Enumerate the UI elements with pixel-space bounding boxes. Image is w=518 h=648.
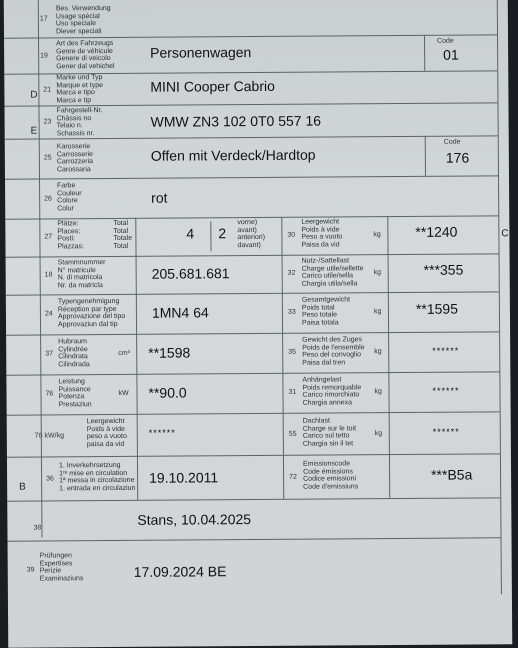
field-25-row (5, 135, 498, 179)
unit-kg: kg (374, 430, 383, 438)
make-model-value: MINI Cooper Cabrio (150, 77, 275, 95)
field-number: 39 (26, 566, 35, 574)
divider (135, 218, 136, 256)
divider (387, 216, 388, 254)
field-55-labels: Dachlast Charge sur le toit Carico sul tetto Chargia sin il tet (302, 417, 357, 448)
emission-code-value: ***B5a (431, 466, 473, 483)
field-number: 31 (288, 388, 297, 396)
field-number: 37 (45, 350, 54, 358)
divider (136, 294, 137, 334)
code-label: Code (443, 138, 461, 146)
field-number: 78 kW/kg (34, 432, 65, 440)
field-19-labels: Art des Fahrzeugs Genre de véhicule Genere di veicolo Gener dal vehichel (56, 40, 115, 71)
field-76-31-row (6, 371, 499, 415)
field-33-labels: Gesamtgewicht Poids total Peso totale Paisa totala (301, 296, 351, 327)
field-number: 26 (44, 195, 52, 203)
code-label: Code (437, 37, 454, 45)
field-24-33-row (6, 291, 499, 335)
field-37-labels: Hubraum Cylindrée Cilindrata Cilindrada (58, 338, 90, 369)
field-17-row (4, 0, 497, 39)
unit-kw: kW (118, 389, 129, 397)
vehicle-type-code: 01 (443, 46, 459, 63)
field-23-labels: Fahrgestell-Nr. Châssis no Telaio n. Schassis nr. (56, 107, 103, 138)
divider (282, 373, 283, 413)
field-number: 18 (44, 271, 53, 279)
field-78-labels: Leergewicht Poids à vide peso a vuoto paisa da vid (86, 417, 127, 448)
divider (388, 372, 389, 412)
field-27-total-labels: Total Total Totale Total (113, 219, 133, 250)
divider (136, 374, 137, 414)
divider (282, 293, 283, 333)
field-number: 21 (43, 86, 52, 94)
field-32-labels: Nutz-/Sattellast Charge utile/sellette Carico utile/sella Chargia utila/sella (301, 257, 364, 288)
field-26-labels: Farbe Couleur Colore Colur (57, 182, 82, 213)
code-box (425, 135, 499, 176)
field-number: 19 (40, 52, 48, 60)
field-21-labels: Marke und Typ Marque et type Marca e tipo Marca e tip (56, 74, 104, 105)
seats-total-value: 4 (186, 225, 195, 242)
field-number: 27 (44, 233, 53, 241)
field-number: 35 (288, 348, 297, 356)
empty-weight-value: **1240 (415, 223, 458, 240)
field-number: 76 (45, 390, 54, 398)
unit-kg: kg (374, 348, 382, 356)
trailer-load-value: ****** (432, 385, 460, 396)
inspection-value: 17.09.2024 BE (133, 563, 227, 580)
seats-front-value: 2 (218, 225, 227, 242)
field-number: 38 (33, 524, 42, 532)
divider (136, 334, 137, 374)
field-number: 55 (288, 430, 297, 438)
field-39-row (8, 537, 501, 596)
field-30-labels: Leergewicht Poids à vide Peso a vuoto Paisa da vid (301, 218, 343, 249)
field-18-labels: Stammnummer N° matricule N. di matricola Nr. da matricla (57, 259, 106, 290)
color-value: rot (151, 189, 168, 206)
field-78-55-row (7, 411, 500, 457)
field-38-row (7, 497, 500, 541)
field-number: 36 (46, 475, 54, 483)
body-type-code: 176 (445, 149, 470, 166)
unit-cm3: cm³ (118, 349, 130, 357)
field-number: 25 (43, 154, 52, 162)
field-37-35-row (6, 331, 499, 375)
field-36-72-row (7, 453, 500, 501)
divider (388, 332, 389, 372)
margin-letter-e: E (30, 125, 38, 137)
margin-letter-c: C (501, 228, 509, 240)
type-approval-value: 1MN4 64 (151, 304, 209, 321)
field-23-row (4, 102, 497, 139)
divider (389, 412, 390, 454)
divider (283, 455, 284, 499)
divider (136, 256, 137, 294)
body-type-value: Offen mit Verdeck/Hardtop (150, 146, 316, 164)
divider (283, 413, 284, 455)
vehicle-type-value: Personenwagen (150, 44, 252, 61)
unit-kg: kg (373, 231, 381, 239)
vehicle-registration-document (4, 0, 513, 648)
unit-kg: kg (374, 388, 382, 396)
field-26-row (5, 175, 498, 219)
divider (281, 217, 282, 255)
field-27-labels: Plätze: Places: Posti: Plazzas: (57, 220, 84, 251)
roof-load-value: ****** (432, 426, 460, 437)
field-27-30-row (5, 215, 498, 257)
seats-front-labels: vorne) avant) anteriori) davant) (237, 219, 266, 249)
margin-letter-d: D (30, 89, 38, 101)
divider (388, 292, 389, 332)
unit-kg: kg (373, 308, 382, 316)
field-17-labels: Bes. Verwendung Usage spécial Uso speciale Diever speciali (55, 5, 111, 36)
field-number: 72 (289, 473, 297, 481)
payload-value: ***355 (423, 261, 464, 278)
divider (388, 254, 389, 292)
chassis-number-value: WMW ZN3 102 0T0 557 16 (150, 112, 322, 130)
registry-number-value: 205.681.681 (151, 265, 230, 282)
divider (137, 456, 138, 500)
field-number: 30 (287, 231, 296, 239)
field-number: 33 (287, 308, 296, 316)
field-number: 24 (44, 310, 53, 318)
divider (137, 414, 138, 456)
field-35-labels: Gewicht des Zuges Poids de l'ensemble Peso del convoglio Paisa dal tren (302, 336, 365, 367)
divider (282, 255, 283, 293)
divider (389, 454, 390, 498)
divider (210, 221, 211, 251)
code-box (424, 34, 498, 71)
power-value: **90.0 (148, 384, 187, 401)
field-19-row (4, 34, 497, 74)
field-18-32-row (6, 253, 499, 295)
first-registration-value: 19.10.2011 (149, 469, 219, 486)
field-21-row (4, 70, 497, 106)
field-number: 17 (39, 15, 48, 23)
margin-letter-b: B (19, 481, 26, 493)
total-weight-value: **1595 (415, 300, 459, 317)
field-76-labels: Leistung Puissance Potenza Prestaziun (58, 378, 92, 409)
field-39-labels: Prüfungen Expertises Perizie Examinaziuns (39, 552, 84, 583)
unit-kg: kg (373, 269, 382, 277)
field-72-labels: Emissionscode Code émissions Codice emissioni Code d'emissiuns (302, 460, 359, 491)
field-31-labels: Anhängelast Poids remorquable Carico rimorchiato Chargia annexa (302, 376, 362, 407)
displacement-value: **1598 (148, 344, 191, 361)
place-date-value: Stans, 10.04.2025 (137, 511, 252, 528)
power-weight-ratio-value: ****** (148, 427, 176, 438)
train-weight-value: ****** (432, 345, 460, 356)
field-24-labels: Typengenehmigung Réception par type Approvazione del tipo Approvaziun dal tip (57, 297, 126, 329)
field-number: 32 (287, 269, 296, 277)
divider (282, 333, 283, 373)
field-number: 23 (43, 118, 52, 126)
field-36-labels: 1. Inverkehrsetzung 1ʳᵉ mise en circulation 1ª messa in circolazione 1. entrada en circulaziun (58, 461, 136, 493)
field-25-labels: Karosserie Carrosserie Carrozzeria Carossaria (56, 143, 94, 174)
